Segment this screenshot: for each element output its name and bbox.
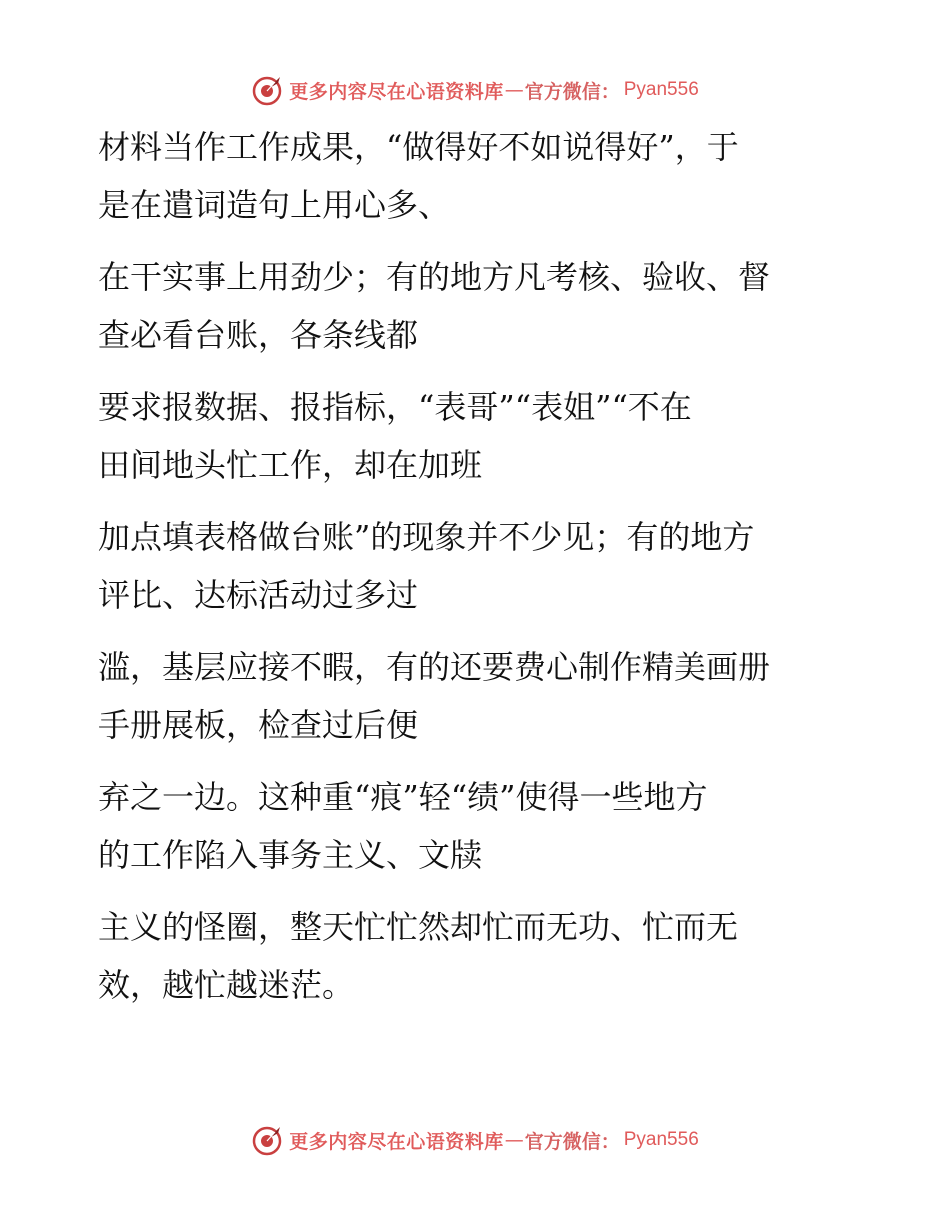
- paragraph-line: 效，越忙越迷茫。: [98, 966, 355, 1004]
- paragraph-line: 要求报数据、报指标，“表哥”“表姐”“不在: [98, 388, 692, 426]
- paragraph-line: 的工作陷入事务主义、文牍: [98, 836, 483, 874]
- footer-banner: [0, 1120, 950, 1160]
- footer-banner-dash: —: [504, 1129, 524, 1151]
- paragraph: [98, 768, 838, 884]
- paragraph: [98, 378, 838, 494]
- paragraph: [98, 508, 838, 624]
- footer-wechat-id: Pyan556: [623, 1129, 699, 1150]
- paragraph-line: 材料当作工作成果，“做得好不如说得好”，于: [98, 128, 739, 166]
- document-body: [98, 118, 838, 1028]
- paragraph-line: 查必看台账，各条线都: [98, 316, 419, 354]
- footer-banner-text: 更多内容尽在心语资料库: [289, 1130, 504, 1153]
- paragraph-line: 在干实事上用劲少；有的地方凡考核、验收、督: [98, 258, 771, 296]
- paragraph-line: 加点填表格做台账”的现象并不少见；有的地方: [98, 518, 755, 556]
- paragraph: [98, 118, 838, 234]
- paragraph: [98, 638, 838, 754]
- paragraph-line: 田间地头忙工作，却在加班: [98, 446, 483, 484]
- paragraph-line: 弃之一边。这种重“痕”轻“绩”使得一些地方: [98, 778, 708, 816]
- header-wechat-label: 官方微信：: [524, 80, 620, 103]
- paragraph-line: 主义的怪圈，整天忙忙然却忙而无功、忙而无: [98, 908, 739, 946]
- paragraph: [98, 898, 838, 1014]
- paragraph-line: 手册展板，检查过后便: [98, 706, 419, 744]
- paragraph-line: 是在遣词造句上用心多、: [98, 186, 451, 224]
- header-wechat-id: Pyan556: [623, 79, 699, 100]
- quill-logo-icon: [251, 74, 283, 106]
- header-banner-dash: —: [504, 79, 524, 101]
- header-banner-text: 更多内容尽在心语资料库: [289, 80, 504, 103]
- paragraph: [98, 248, 838, 364]
- paragraph-line: 评比、达标活动过多过: [98, 576, 419, 614]
- header-banner: [0, 70, 950, 110]
- quill-logo-icon: [251, 1124, 283, 1156]
- paragraph-line: 滥，基层应接不暇，有的还要费心制作精美画册: [98, 648, 771, 686]
- footer-wechat-label: 官方微信：: [524, 1130, 620, 1153]
